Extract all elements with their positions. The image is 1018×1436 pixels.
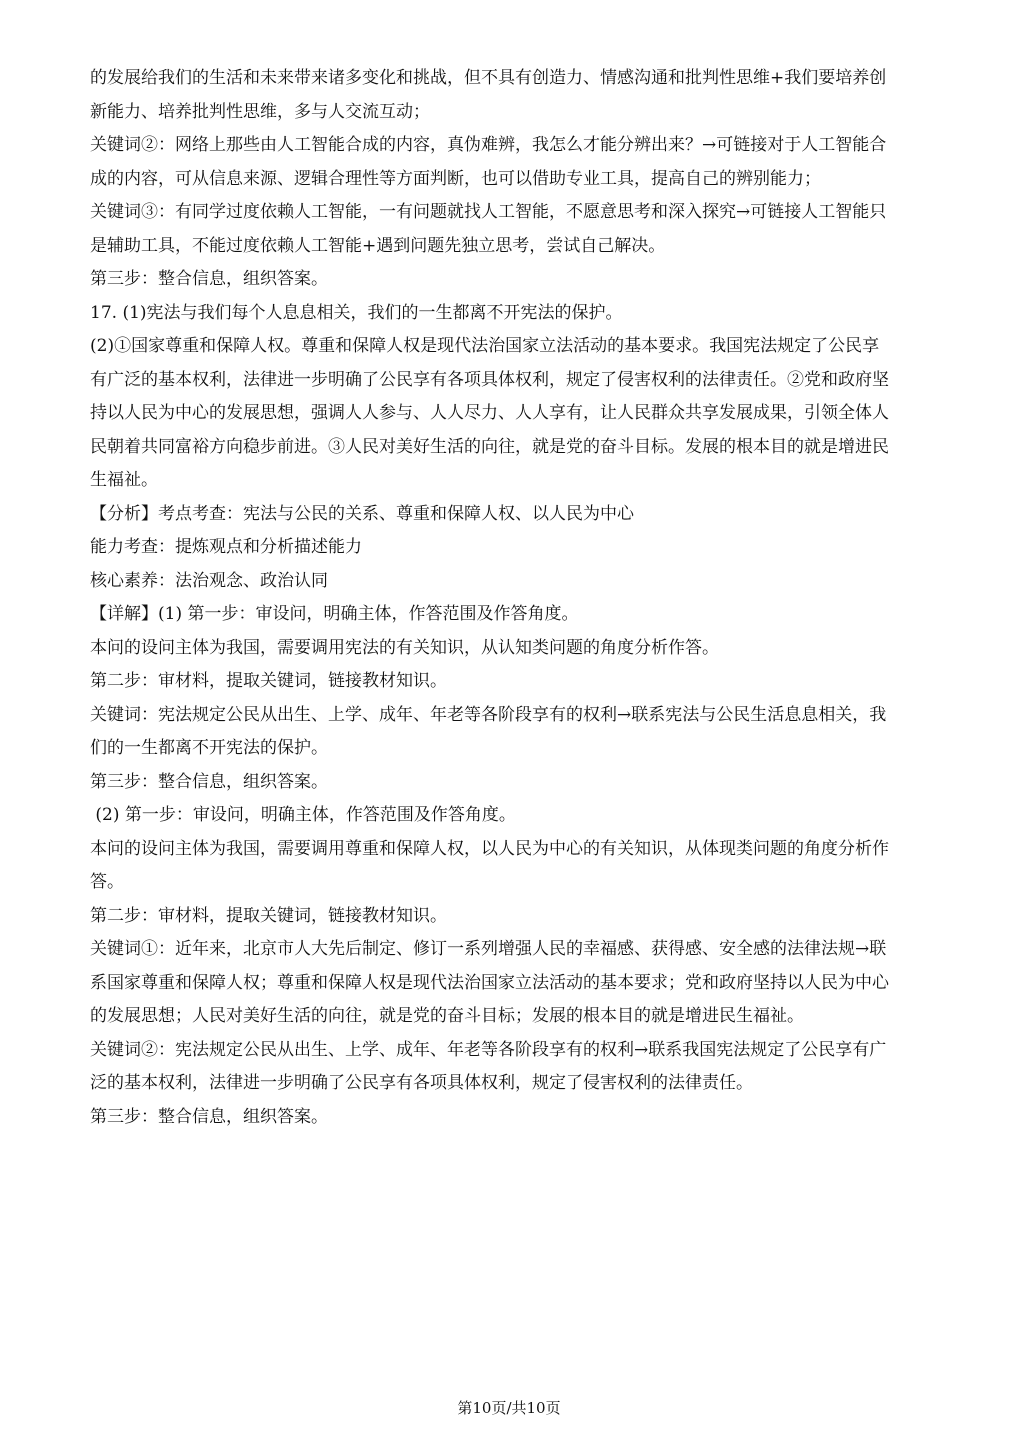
text-line: 能力考查：提炼观点和分析描述能力 xyxy=(90,537,362,557)
text-line: 生福祉。 xyxy=(90,470,158,490)
text-line: 核心素养：法治观念、政治认同 xyxy=(90,570,328,591)
explanation-heading: 【详解】(1) 第一步：审设问，明确主体，作答范围及作答角度。 xyxy=(90,604,579,624)
text-line: 的发展给我们的生活和未来带来诸多变化和挑战，但不具有创造力、情感沟通和批判性思维+我们要培养创 xyxy=(90,68,887,88)
text-line: 关键词：宪法规定公民从出生、上学、成年、年老等各阶段享有的权利→联系宪法与公民生活息息相关，我 xyxy=(90,704,887,725)
text-line: 第三步：整合信息，组织答案。 xyxy=(90,269,328,289)
text-line: 们的一生都离不开宪法的保护。 xyxy=(90,738,328,758)
text-line: 第三步：整合信息，组织答案。 xyxy=(90,771,328,792)
analysis-heading: 【分析】考点考查：宪法与公民的关系、尊重和保障人权、以人民为中心 xyxy=(90,503,634,524)
text-line: 第二步：审材料，提取关键词，链接教材知识。 xyxy=(90,671,447,691)
text-line: (2) 第一步：审设问，明确主体，作答范围及作答角度。 xyxy=(90,805,516,825)
text-line: 有广泛的基本权利，法律进一步明确了公民享有各项具体权利，规定了侵害权利的法律责任。②党和政府坚 xyxy=(90,369,889,390)
text-line: 关键词③：有同学过度依赖人工智能，一有问题就找人工智能，不愿意思考和深入探究→可链接人工智能只 xyxy=(90,202,887,222)
text-line: 答。 xyxy=(90,872,124,892)
answer-17-1: 17. (1)宪法与我们每个人息息相关，我们的一生都离不开宪法的保护。 xyxy=(90,302,623,323)
text-line: 新能力、培养批判性思维，多与人交流互动； xyxy=(90,101,430,122)
text-line: 的发展思想；人民对美好生活的向往，就是党的奋斗目标；发展的根本目的就是增进民生福祉。 xyxy=(90,1006,804,1026)
text-line: 持以人民为中心的发展思想，强调人人参与、人人尽力、人人享有，让人民群众共享发展成果，引领全体人 xyxy=(90,403,889,423)
text-line: 本问的设问主体为我国，需要调用宪法的有关知识，从认知类问题的角度分析作答。 xyxy=(90,637,719,658)
text-line: 系国家尊重和保障人权；尊重和保障人权是现代法治国家立法活动的基本要求；党和政府坚持以人民为中心 xyxy=(90,972,889,993)
page-number: 第10页/共10页 xyxy=(457,1399,561,1417)
text-line: 关键词①：近年来，北京市人大先后制定、修订一系列增强人民的幸福感、获得感、安全感的法律法规→联 xyxy=(90,939,887,959)
text-line: 第二步：审材料，提取关键词，链接教材知识。 xyxy=(90,905,447,926)
text-line: 关键词②：网络上那些由人工智能合成的内容，真伪难辨，我怎么才能分辨出来？→可链接对于人工智能合 xyxy=(90,135,887,155)
text-line: 成的内容，可从信息来源、逻辑合理性等方面判断，也可以借助专业工具，提高自己的辨别能力； xyxy=(90,168,821,189)
text-line: 是辅助工具，不能过度依赖人工智能+遇到问题先独立思考，尝试自己解决。 xyxy=(90,235,666,256)
answer-17-2: (2)①国家尊重和保障人权。尊重和保障人权是现代法治国家立法活动的基本要求。我国宪法规定了公民享 xyxy=(90,336,880,356)
text-line: 第三步：整合信息，组织答案。 xyxy=(90,1106,328,1127)
text-line: 关键词②：宪法规定公民从出生、上学、成年、年老等各阶段享有的权利→联系我国宪法规定了公民享有广 xyxy=(90,1039,887,1060)
text-line: 本问的设问主体为我国，需要调用尊重和保障人权，以人民为中心的有关知识，从体现类问题的角度分析作 xyxy=(90,838,889,859)
text-line: 民朝着共同富裕方向稳步前进。③人民对美好生活的向往，就是党的奋斗目标。发展的根本目的就是增进民 xyxy=(90,436,889,457)
document-body xyxy=(90,62,932,1134)
text-line: 泛的基本权利，法律进一步明确了公民享有各项具体权利，规定了侵害权利的法律责任。 xyxy=(90,1073,753,1093)
